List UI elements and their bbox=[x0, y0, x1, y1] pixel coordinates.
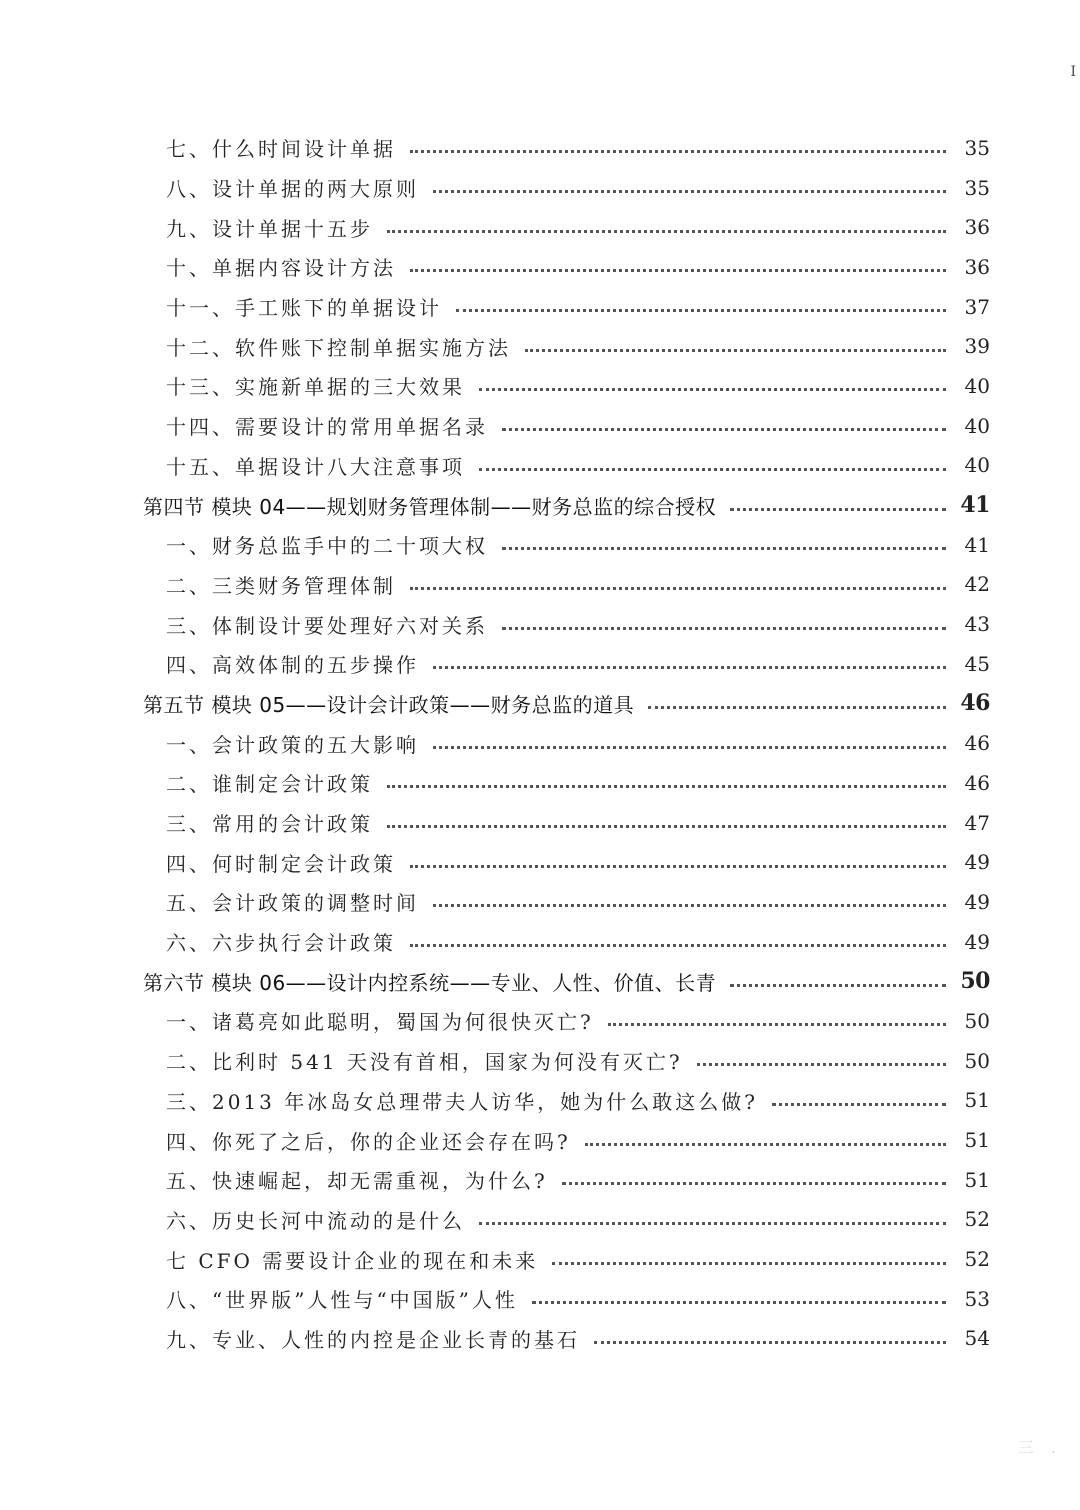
toc-entry-title: 一、财务总监手中的二十项大权 bbox=[166, 534, 488, 559]
toc-entry-title: 二、谁制定会计政策 bbox=[166, 772, 373, 797]
toc-page-number: 54 bbox=[964, 1326, 990, 1351]
dot-leader bbox=[479, 468, 946, 471]
toc-page-number: 51 bbox=[964, 1088, 990, 1113]
toc-entry-title: 八、“世界版”人性与“中国版”人性 bbox=[166, 1288, 518, 1313]
toc-page-number: 36 bbox=[964, 254, 990, 279]
toc-entry-title: 八、设计单据的两大原则 bbox=[166, 177, 419, 202]
toc-entry-title: 第六节 模块 06——设计内控系统——专业、人性、价值、长青 bbox=[143, 970, 717, 995]
toc-page-number: 50 bbox=[964, 1048, 990, 1073]
toc-entry-title: 七 CFO 需要设计企业的现在和未来 bbox=[166, 1248, 539, 1273]
toc-page-number: 36 bbox=[964, 215, 990, 240]
toc-page-number: 47 bbox=[964, 810, 990, 835]
dot-leader bbox=[479, 1222, 946, 1225]
toc-item-row bbox=[0, 1120, 1080, 1160]
dot-leader bbox=[410, 587, 946, 590]
toc-item-row bbox=[0, 565, 1080, 605]
toc-item-row bbox=[0, 525, 1080, 565]
dot-leader bbox=[410, 865, 946, 868]
toc-page-number: 46 bbox=[960, 690, 990, 717]
toc-item-row bbox=[0, 604, 1080, 644]
dot-leader bbox=[410, 150, 946, 153]
toc-page-number: 46 bbox=[964, 770, 990, 795]
dot-leader bbox=[456, 309, 946, 312]
toc-page-number: 40 bbox=[964, 453, 990, 478]
dot-leader bbox=[525, 349, 946, 352]
dot-leader bbox=[433, 666, 946, 669]
toc-entry-title: 二、三类财务管理体制 bbox=[166, 573, 396, 598]
toc-entry-title: 三、常用的会计政策 bbox=[166, 812, 373, 837]
toc-entry-title: 十五、单据设计八大注意事项 bbox=[166, 454, 465, 479]
toc-entry-title: 十一、手工账下的单据设计 bbox=[166, 296, 442, 321]
dot-leader bbox=[479, 388, 946, 391]
dot-leader bbox=[502, 627, 946, 630]
toc-entry-title: 三、2013 年冰岛女总理带夫人访华，她为什么敢这么做? bbox=[166, 1089, 758, 1114]
toc-entry-title: 四、何时制定会计政策 bbox=[166, 851, 396, 876]
dot-leader bbox=[502, 428, 946, 431]
toc-section-row bbox=[0, 485, 1080, 525]
toc-item-row bbox=[0, 723, 1080, 763]
toc-page-number: 35 bbox=[964, 135, 990, 160]
toc-entry-title: 十二、软件账下控制单据实施方法 bbox=[166, 335, 511, 360]
toc-entry-title: 二、比利时 541 天没有首相，国家为何没有灭亡? bbox=[166, 1050, 683, 1075]
dot-leader bbox=[387, 230, 946, 233]
toc-entry-title: 五、会计政策的调整时间 bbox=[166, 891, 419, 916]
toc-entry-title: 一、会计政策的五大影响 bbox=[166, 732, 419, 757]
page-marker: I bbox=[1070, 64, 1076, 80]
toc-page-number: 45 bbox=[964, 651, 990, 676]
toc-section-row bbox=[0, 684, 1080, 724]
toc-entry-title: 六、历史长河中流动的是什么 bbox=[166, 1208, 465, 1233]
toc-item-row bbox=[0, 1041, 1080, 1081]
dot-leader bbox=[552, 1262, 946, 1265]
toc-page-number: 43 bbox=[964, 612, 990, 637]
toc-entry-title: 十、单据内容设计方法 bbox=[166, 256, 396, 281]
dot-leader bbox=[387, 825, 946, 828]
dot-leader bbox=[648, 706, 946, 709]
dot-leader bbox=[697, 1063, 946, 1066]
toc-item-row bbox=[0, 1319, 1080, 1359]
toc-item-row bbox=[0, 207, 1080, 247]
toc-item-row bbox=[0, 326, 1080, 366]
toc-page-number: 51 bbox=[964, 1167, 990, 1192]
toc-page-number: 41 bbox=[960, 492, 990, 519]
toc-item-row bbox=[0, 406, 1080, 446]
toc-entry-title: 九、专业、人性的内控是企业长青的基石 bbox=[166, 1327, 580, 1352]
dot-leader bbox=[433, 190, 946, 193]
toc-entry-title: 十四、需要设计的常用单据名录 bbox=[166, 415, 488, 440]
toc-entry-title: 第四节 模块 04——规划财务管理体制——财务总监的综合授权 bbox=[143, 494, 717, 519]
toc-page-number: 53 bbox=[964, 1286, 990, 1311]
toc-entry-title: 十三、实施新单据的三大效果 bbox=[166, 375, 465, 400]
toc-page-number: 50 bbox=[960, 968, 990, 995]
dot-leader bbox=[608, 1023, 946, 1026]
toc-page-number: 49 bbox=[964, 929, 990, 954]
toc-page-number: 49 bbox=[964, 889, 990, 914]
dot-leader bbox=[594, 1341, 946, 1344]
toc-item-row bbox=[0, 922, 1080, 962]
dot-leader bbox=[730, 984, 946, 987]
toc-entry-title: 五、快速崛起，却无需重视，为什么? bbox=[166, 1169, 548, 1194]
dot-leader bbox=[585, 1143, 946, 1146]
dot-leader bbox=[433, 904, 946, 907]
toc-page-number: 50 bbox=[964, 1008, 990, 1033]
toc-item-row bbox=[0, 168, 1080, 208]
toc-page-number: 52 bbox=[964, 1247, 990, 1272]
dot-leader bbox=[410, 944, 946, 947]
toc-page-number: 35 bbox=[964, 175, 990, 200]
toc-page-number: 52 bbox=[964, 1207, 990, 1232]
toc-item-row bbox=[0, 128, 1080, 168]
toc-item-row bbox=[0, 366, 1080, 406]
toc-entry-title: 第五节 模块 05——设计会计政策——财务总监的道具 bbox=[143, 692, 635, 717]
toc-item-row bbox=[0, 1239, 1080, 1279]
toc-page-number: 40 bbox=[964, 373, 990, 398]
toc-item-row bbox=[0, 287, 1080, 327]
toc-item-row bbox=[0, 247, 1080, 287]
dot-leader bbox=[532, 1301, 946, 1304]
dot-leader bbox=[410, 269, 946, 272]
toc-page-number: 46 bbox=[964, 731, 990, 756]
table-of-contents bbox=[0, 128, 1080, 1358]
toc-entry-title: 三、体制设计要处理好六对关系 bbox=[166, 613, 488, 638]
dot-leader bbox=[433, 746, 946, 749]
toc-section-row bbox=[0, 961, 1080, 1001]
toc-page-number: 42 bbox=[964, 572, 990, 597]
toc-item-row bbox=[0, 446, 1080, 486]
toc-entry-title: 六、六步执行会计政策 bbox=[166, 931, 396, 956]
toc-entry-title: 一、诸葛亮如此聪明，蜀国为何很快灭亡? bbox=[166, 1010, 594, 1035]
corner-watermark: 三 . bbox=[1017, 1438, 1062, 1457]
toc-item-row bbox=[0, 1279, 1080, 1319]
toc-page-number: 37 bbox=[964, 294, 990, 319]
toc-entry-title: 四、高效体制的五步操作 bbox=[166, 653, 419, 678]
toc-page-number: 40 bbox=[964, 413, 990, 438]
toc-entry-title: 四、你死了之后，你的企业还会存在吗? bbox=[166, 1129, 571, 1154]
toc-page-number: 39 bbox=[964, 334, 990, 359]
dot-leader bbox=[387, 785, 946, 788]
dot-leader bbox=[562, 1182, 946, 1185]
toc-item-row bbox=[0, 1001, 1080, 1041]
dot-leader bbox=[502, 547, 946, 550]
toc-item-row bbox=[0, 644, 1080, 684]
toc-page-number: 51 bbox=[964, 1128, 990, 1153]
toc-item-row bbox=[0, 1081, 1080, 1121]
toc-item-row bbox=[0, 1200, 1080, 1240]
toc-page-number: 49 bbox=[964, 850, 990, 875]
toc-item-row bbox=[0, 763, 1080, 803]
toc-item-row bbox=[0, 1160, 1080, 1200]
toc-item-row bbox=[0, 842, 1080, 882]
toc-item-row bbox=[0, 882, 1080, 922]
toc-page-number: 41 bbox=[964, 532, 990, 557]
toc-entry-title: 七、什么时间设计单据 bbox=[166, 137, 396, 162]
dot-leader bbox=[730, 508, 946, 511]
toc-item-row bbox=[0, 803, 1080, 843]
toc-entry-title: 九、设计单据十五步 bbox=[166, 216, 373, 241]
dot-leader bbox=[772, 1103, 946, 1106]
